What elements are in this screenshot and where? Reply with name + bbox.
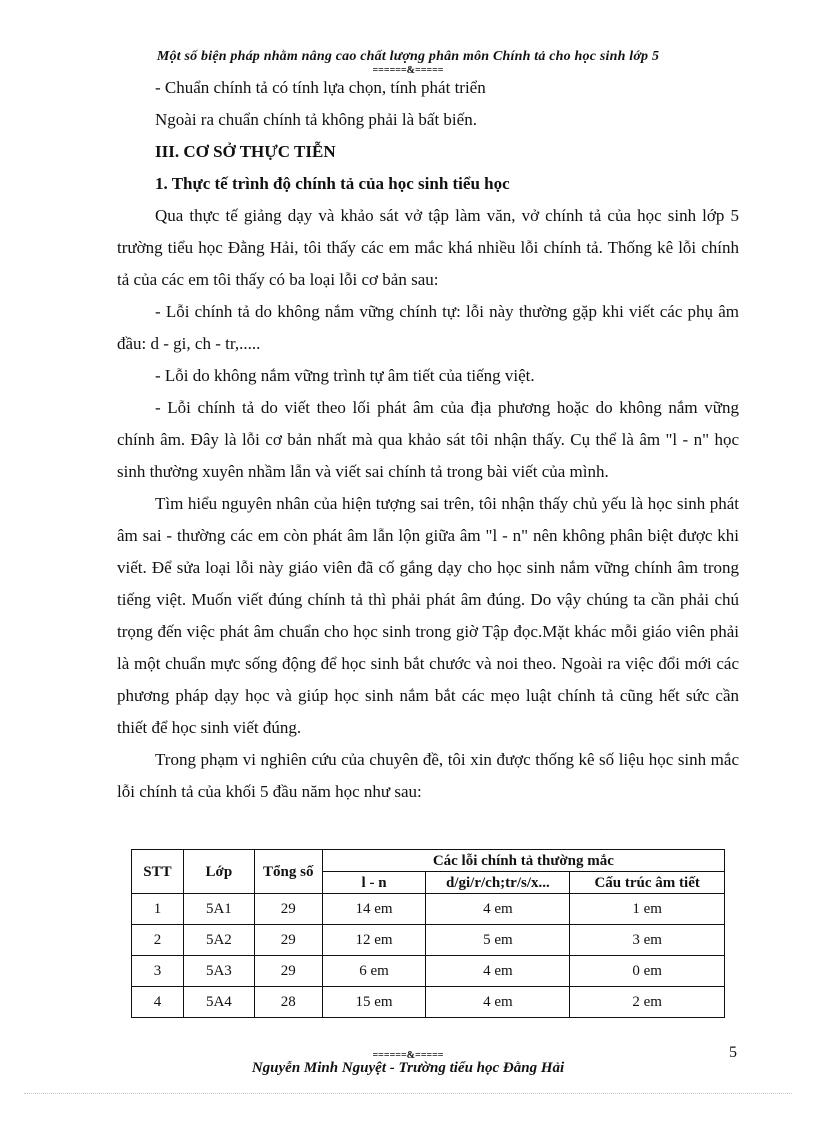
header-errors-group: Các lỗi chính tả thường mắc	[322, 850, 724, 872]
paragraph: - Lỗi do không nắm vững trình tự âm tiết của tiếng việt.	[155, 366, 535, 385]
table-cell: 15 em	[322, 987, 426, 1018]
table-cell: 4 em	[426, 956, 570, 987]
header-consonants: d/gi/r/ch;tr/s/x...	[426, 872, 570, 894]
paragraph: Trong phạm vi nghiên cứu của chuyên đề, tôi xin được thống kê số liệu học sinh mắc lỗi chính tả của khối 5 đầu năm học như sau:	[117, 750, 739, 801]
table-cell: 1 em	[570, 894, 725, 925]
table-row	[132, 925, 725, 956]
table-row	[132, 956, 725, 987]
table-cell: 14 em	[322, 894, 426, 925]
table-cell: 0 em	[570, 956, 725, 987]
subsection-heading: 1. Thực tế trình độ chính tả của học sinh tiểu học	[155, 174, 510, 193]
paragraph: Ngoài ra chuẩn chính tả không phải là bất biến.	[155, 110, 477, 129]
table-cell: 3 em	[570, 925, 725, 956]
table-cell: 4 em	[426, 894, 570, 925]
table-cell: 5A2	[183, 925, 254, 956]
table-cell: 4	[132, 987, 184, 1018]
document-body	[117, 72, 739, 808]
paragraph: - Lỗi chính tả do viết theo lối phát âm của địa phương hoặc do không nắm vững chính âm. Đây là lỗi cơ bản nhất mà qua khảo sát tôi nhận thấy. Cụ thể là âm "l - n" học sinh thường xuyên nhầm lẫn và viết sai chính tả trong bài viết của mình.	[117, 398, 739, 481]
table-cell: 5A1	[183, 894, 254, 925]
table-cell: 28	[254, 987, 322, 1018]
table-cell: 5A3	[183, 956, 254, 987]
paragraph: - Chuẩn chính tả có tính lựa chọn, tính phát triển	[155, 78, 486, 97]
page-break-divider	[24, 1093, 792, 1094]
table-cell: 12 em	[322, 925, 426, 956]
error-statistics-table	[131, 849, 725, 1018]
header-ln: l - n	[322, 872, 426, 894]
table-cell: 2 em	[570, 987, 725, 1018]
table-cell: 3	[132, 956, 184, 987]
table-cell: 2	[132, 925, 184, 956]
header-stt: STT	[132, 850, 184, 894]
table-cell: 6 em	[322, 956, 426, 987]
table-row	[132, 987, 725, 1018]
table-cell: 4 em	[426, 987, 570, 1018]
table-cell: 5 em	[426, 925, 570, 956]
page-number: 5	[729, 1044, 737, 1061]
table-cell: 5A4	[183, 987, 254, 1018]
header-class: Lớp	[183, 850, 254, 894]
header-total: Tổng số	[254, 850, 322, 894]
header-syllable: Cấu trúc âm tiết	[570, 872, 725, 894]
section-heading: III. CƠ SỞ THỰC TIỄN	[155, 142, 336, 161]
table-cell: 1	[132, 894, 184, 925]
paragraph: Qua thực tế giảng dạy và khảo sát vở tập làm văn, vở chính tả của học sinh lớp 5 trường tiểu học Đằng Hải, tôi thấy các em mắc khá nhiều lỗi chính tả. Thống kê lỗi chính tả của các em tôi thấy có ba loại lỗi cơ bản sau:	[117, 206, 739, 289]
header-ornament: ======&=====	[372, 65, 444, 76]
table-cell: 29	[254, 894, 322, 925]
paragraph: - Lỗi chính tả do không nắm vững chính tự: lỗi này thường gặp khi viết các phụ âm đầu: d - gi, ch - tr,.....	[117, 302, 739, 353]
table-cell: 29	[254, 925, 322, 956]
running-footer: Nguyễn Minh Nguyệt - Trường tiểu học Đằng Hải	[251, 1060, 565, 1076]
running-header: Một số biện pháp nhằm nâng cao chất lượng phân môn Chính tả cho học sinh lớp 5	[156, 49, 660, 64]
footer-ornament: ======&=====	[372, 1050, 444, 1061]
table-cell: 29	[254, 956, 322, 987]
paragraph: Tìm hiểu nguyên nhân của hiện tượng sai trên, tôi nhận thấy chủ yếu là học sinh phát âm sai - thường các em còn phát âm lẫn lộn giữa âm "l - n" nên không phân biệt được khi viết. Để sửa loại lỗi này giáo viên đã cố gắng dạy cho học sinh nắm vững chính âm trong tiếng việt. Muốn viết đúng chính tả thì phải phát âm đúng. Do vậy chúng ta cần phải chú trọng đến việc phát âm chuẩn cho học sinh trong giờ Tập đọc.Mặt khác mỗi giáo viên phải là một chuẩn mực sống động để học sinh bắt chước và noi theo. Ngoài ra việc đổi mới các phương pháp dạy học và giúp học sinh nắm bắt các mẹo luật chính tả cũng hết sức cần thiết để học sinh viết đúng.	[117, 494, 739, 737]
table-row	[132, 894, 725, 925]
